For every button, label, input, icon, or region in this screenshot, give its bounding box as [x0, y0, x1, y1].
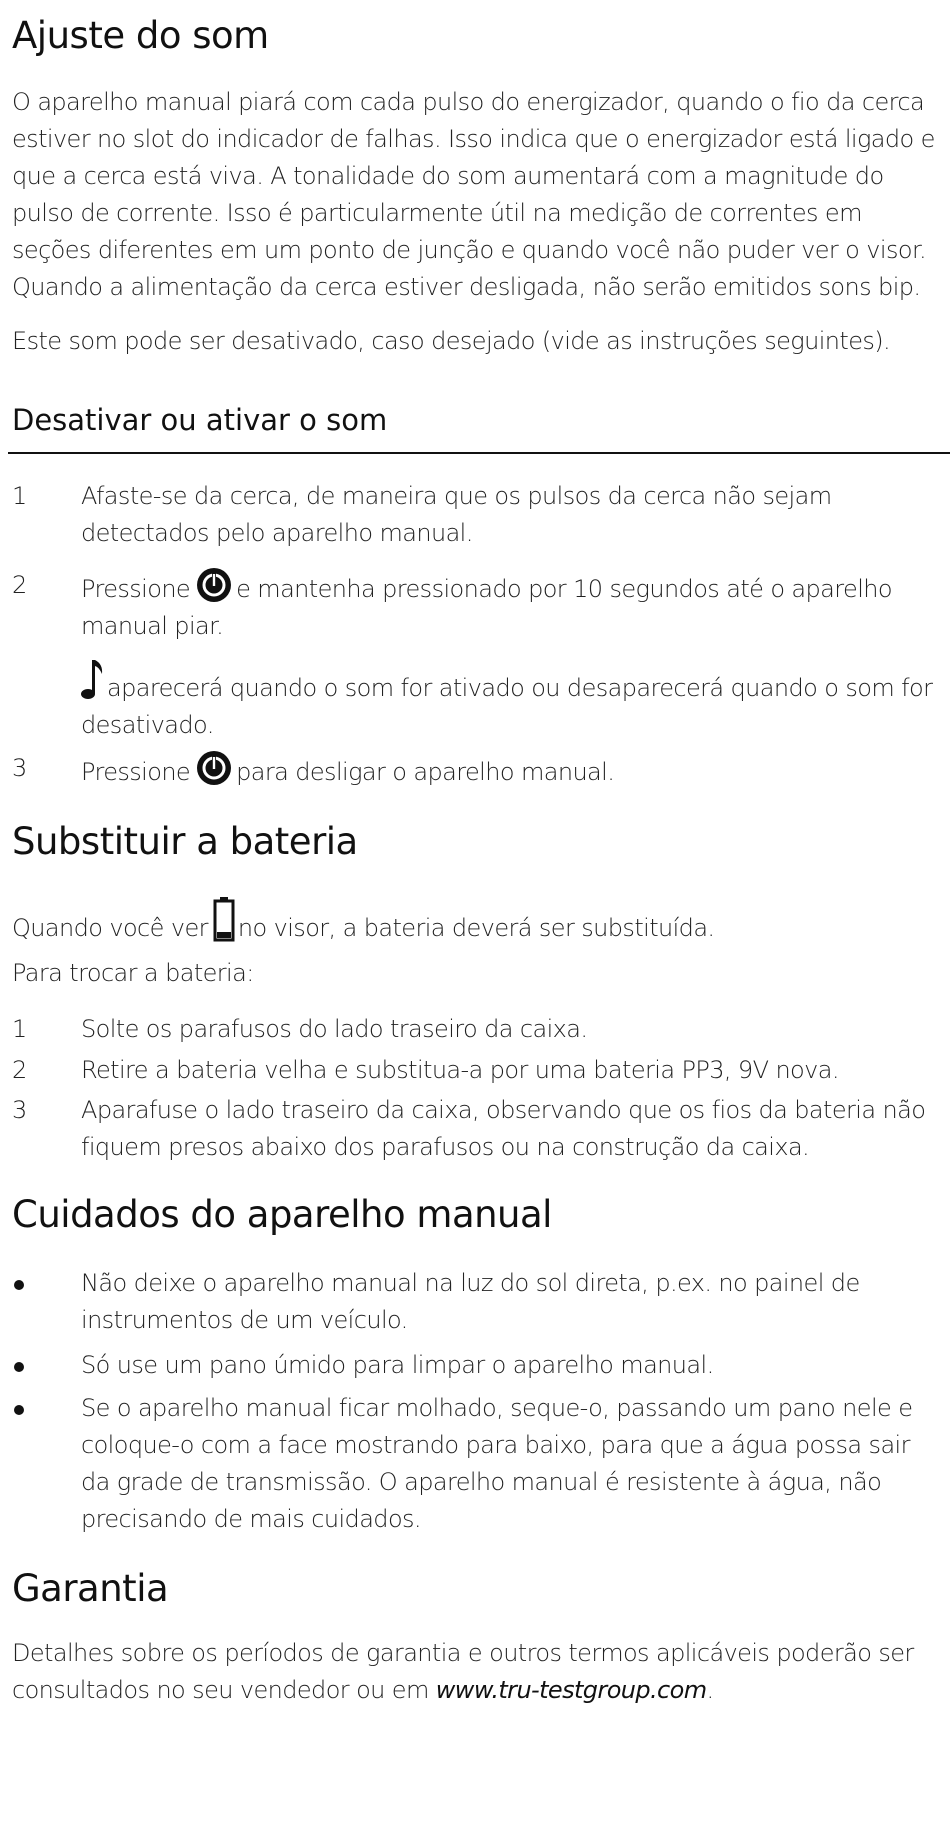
step-text: Aparafuse o lado traseiro da caixa, observando que os fios da bateria não fiquem presos abaixo dos parafusos ou na construção da caixa. [81, 1096, 926, 1161]
step-text: Afaste-se da cerca, de maneira que os pulsos da cerca não sejam detectados pelo aparelho manual. [81, 482, 832, 547]
battery-step-1 [12, 1011, 937, 1048]
step-number: 2 [12, 571, 27, 599]
music-note-icon [81, 658, 105, 702]
heading-device-care: Cuidados do aparelho manual [12, 1193, 552, 1236]
step-text-post: e mantenha pressionado por 10 segundos até o aparelho manual piar. [81, 575, 892, 640]
battery-step-3 [12, 1092, 937, 1166]
heading-warranty: Garantia [12, 1567, 169, 1610]
bullet-icon [14, 1405, 24, 1415]
step-number: 1 [12, 482, 27, 510]
sound-description: O aparelho manual piará com cada pulso do energizador, quando o fio da cerca estiver no slot do indicador de falhas. Isso indica que o energizador está ligado e que a cerca está viva. A tonalidade do som aumentará com a magnitude do pulso de corrente. Isso é particularmente útil na medição de correntes em seções diferentes em um ponto de junção e quando você não puder ver o visor. Quando a alimentação da cerca estiver desligada, não serão emitidos sons bip. [12, 88, 935, 301]
care-bullet-1 [12, 1265, 937, 1339]
bullet-text: Não deixe o aparelho manual na luz do sol direta, p.ex. no painel de instrumentos de um veículo. [81, 1269, 860, 1334]
care-bullet-2 [12, 1347, 937, 1384]
step-text: Solte os parafusos do lado traseiro da caixa. [81, 1015, 588, 1043]
step-number: 1 [12, 1015, 27, 1043]
power-button-icon [196, 567, 232, 603]
warranty-text-pre: Detalhes sobre os períodos de garantia e outros termos aplicáveis poderão ser consultados no seu vendedor ou em [12, 1639, 914, 1704]
battery-icon [212, 896, 236, 942]
step-number: 3 [12, 754, 27, 782]
bullet-text: Se o aparelho manual ficar molhado, seque-o, passando um pano nele e coloque-o com a face mostrando para baixo, para que a água possa sair da grade de transmissão. O aparelho manual é resistente à água, não precisando de mais cuidados. [81, 1394, 913, 1533]
power-button-icon [196, 750, 232, 786]
step-text-post: para desligar o aparelho manual. [236, 758, 615, 786]
bullet-icon [14, 1362, 24, 1372]
battery-intro-post: no visor, a bateria deverá ser substituída. [237, 914, 715, 942]
warranty-text-post: . [706, 1676, 714, 1704]
care-bullet-3 [12, 1390, 937, 1538]
sound-disable-note: Este som pode ser desativado, caso desejado (vide as instruções seguintes). [12, 327, 891, 355]
step-text: Retire a bateria velha e substitua-a por uma bateria PP3, 9V nova. [81, 1056, 839, 1084]
heading-sound-adjust: Ajuste do som [12, 14, 269, 57]
toggle-step-3 [12, 750, 937, 791]
step-number: 2 [12, 1056, 27, 1084]
toggle-step-2-note [12, 658, 937, 744]
battery-lead: Para trocar a bateria: [12, 959, 254, 987]
bullet-icon [14, 1280, 24, 1290]
toggle-step-1 [12, 478, 937, 552]
warranty-website-link[interactable]: www.tru-testgroup.com [435, 1676, 707, 1704]
note-text: aparecerá quando o som for ativado ou desaparecerá quando o som for desativado. [81, 674, 933, 739]
battery-step-2 [12, 1052, 937, 1089]
battery-intro [12, 896, 937, 947]
step-text-pre: Pressione [81, 575, 191, 603]
step-text-pre: Pressione [81, 758, 191, 786]
warranty-text [12, 1635, 937, 1709]
toggle-step-2 [12, 567, 937, 645]
heading-toggle-sound: Desativar ou ativar o som [12, 403, 388, 437]
battery-intro-pre: Quando você ver [12, 914, 208, 942]
heading-replace-battery: Substituir a bateria [12, 820, 358, 863]
bullet-text: Só use um pano úmido para limpar o aparelho manual. [81, 1351, 714, 1379]
section-divider [8, 452, 950, 454]
step-number: 3 [12, 1096, 27, 1124]
